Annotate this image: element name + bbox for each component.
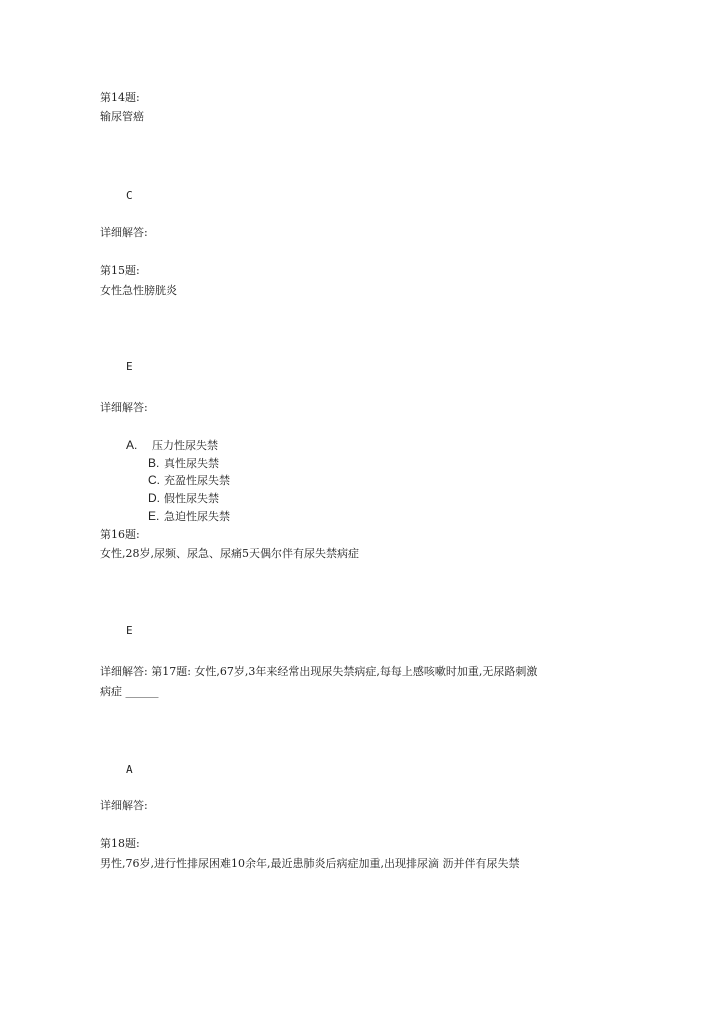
q14-stem: 输尿管癌 [100,110,144,123]
q18-heading: 第18题: [100,837,140,850]
q15-heading: 第15题: [100,264,140,277]
option-e [148,510,230,522]
q16-heading: 第16题: [100,528,140,541]
option-c-text: 充盈性尿失禁 [164,474,230,487]
option-b-letter: B. [148,456,160,470]
option-d-letter: D. [148,491,160,505]
q17-detail-label: 详细解答: [100,799,148,812]
option-c [148,474,230,486]
q17-stem-line2: 病症 ______ [100,685,159,698]
option-a [126,439,218,451]
q16-stem: 女性,28岁,尿频、尿急、尿痛5天偶尔伴有尿失禁病症 [100,547,359,560]
option-c-letter: C. [148,473,160,487]
q15-detail-label: 详细解答: [100,401,148,414]
q18-stem: 男性,76岁,进行性排尿困难10余年,最近患肺炎后病症加重,出现排尿滴 沥并伴有尿失禁 [100,857,520,870]
q17-stem-line1: 女性,67岁,3年来经常出现尿失禁病症,每每上感咳嗽时加重,无尿路刺激 [194,665,538,678]
option-e-letter: E. [148,509,160,523]
q14-heading: 第14题: [100,91,140,104]
q15-stem: 女性急性膀胱炎 [100,284,177,297]
q16-answer: E [126,624,133,637]
q15-answer: E [126,360,133,373]
q14-answer: C [126,189,133,202]
option-e-text: 急迫性尿失禁 [164,510,230,523]
q17-answer: A [126,763,133,776]
option-d-text: 假性尿失禁 [164,492,219,505]
q17-heading: 第17题: [151,665,191,678]
q16-detail-line [100,666,537,677]
option-d [148,492,219,504]
option-b-text: 真性尿失禁 [164,457,219,470]
option-a-text: 压力性尿失禁 [152,439,218,452]
option-b [148,457,219,469]
q16-detail-label: 详细解答: [100,665,148,678]
option-a-letter: A. [126,438,138,452]
q14-detail-label: 详细解答: [100,226,148,239]
